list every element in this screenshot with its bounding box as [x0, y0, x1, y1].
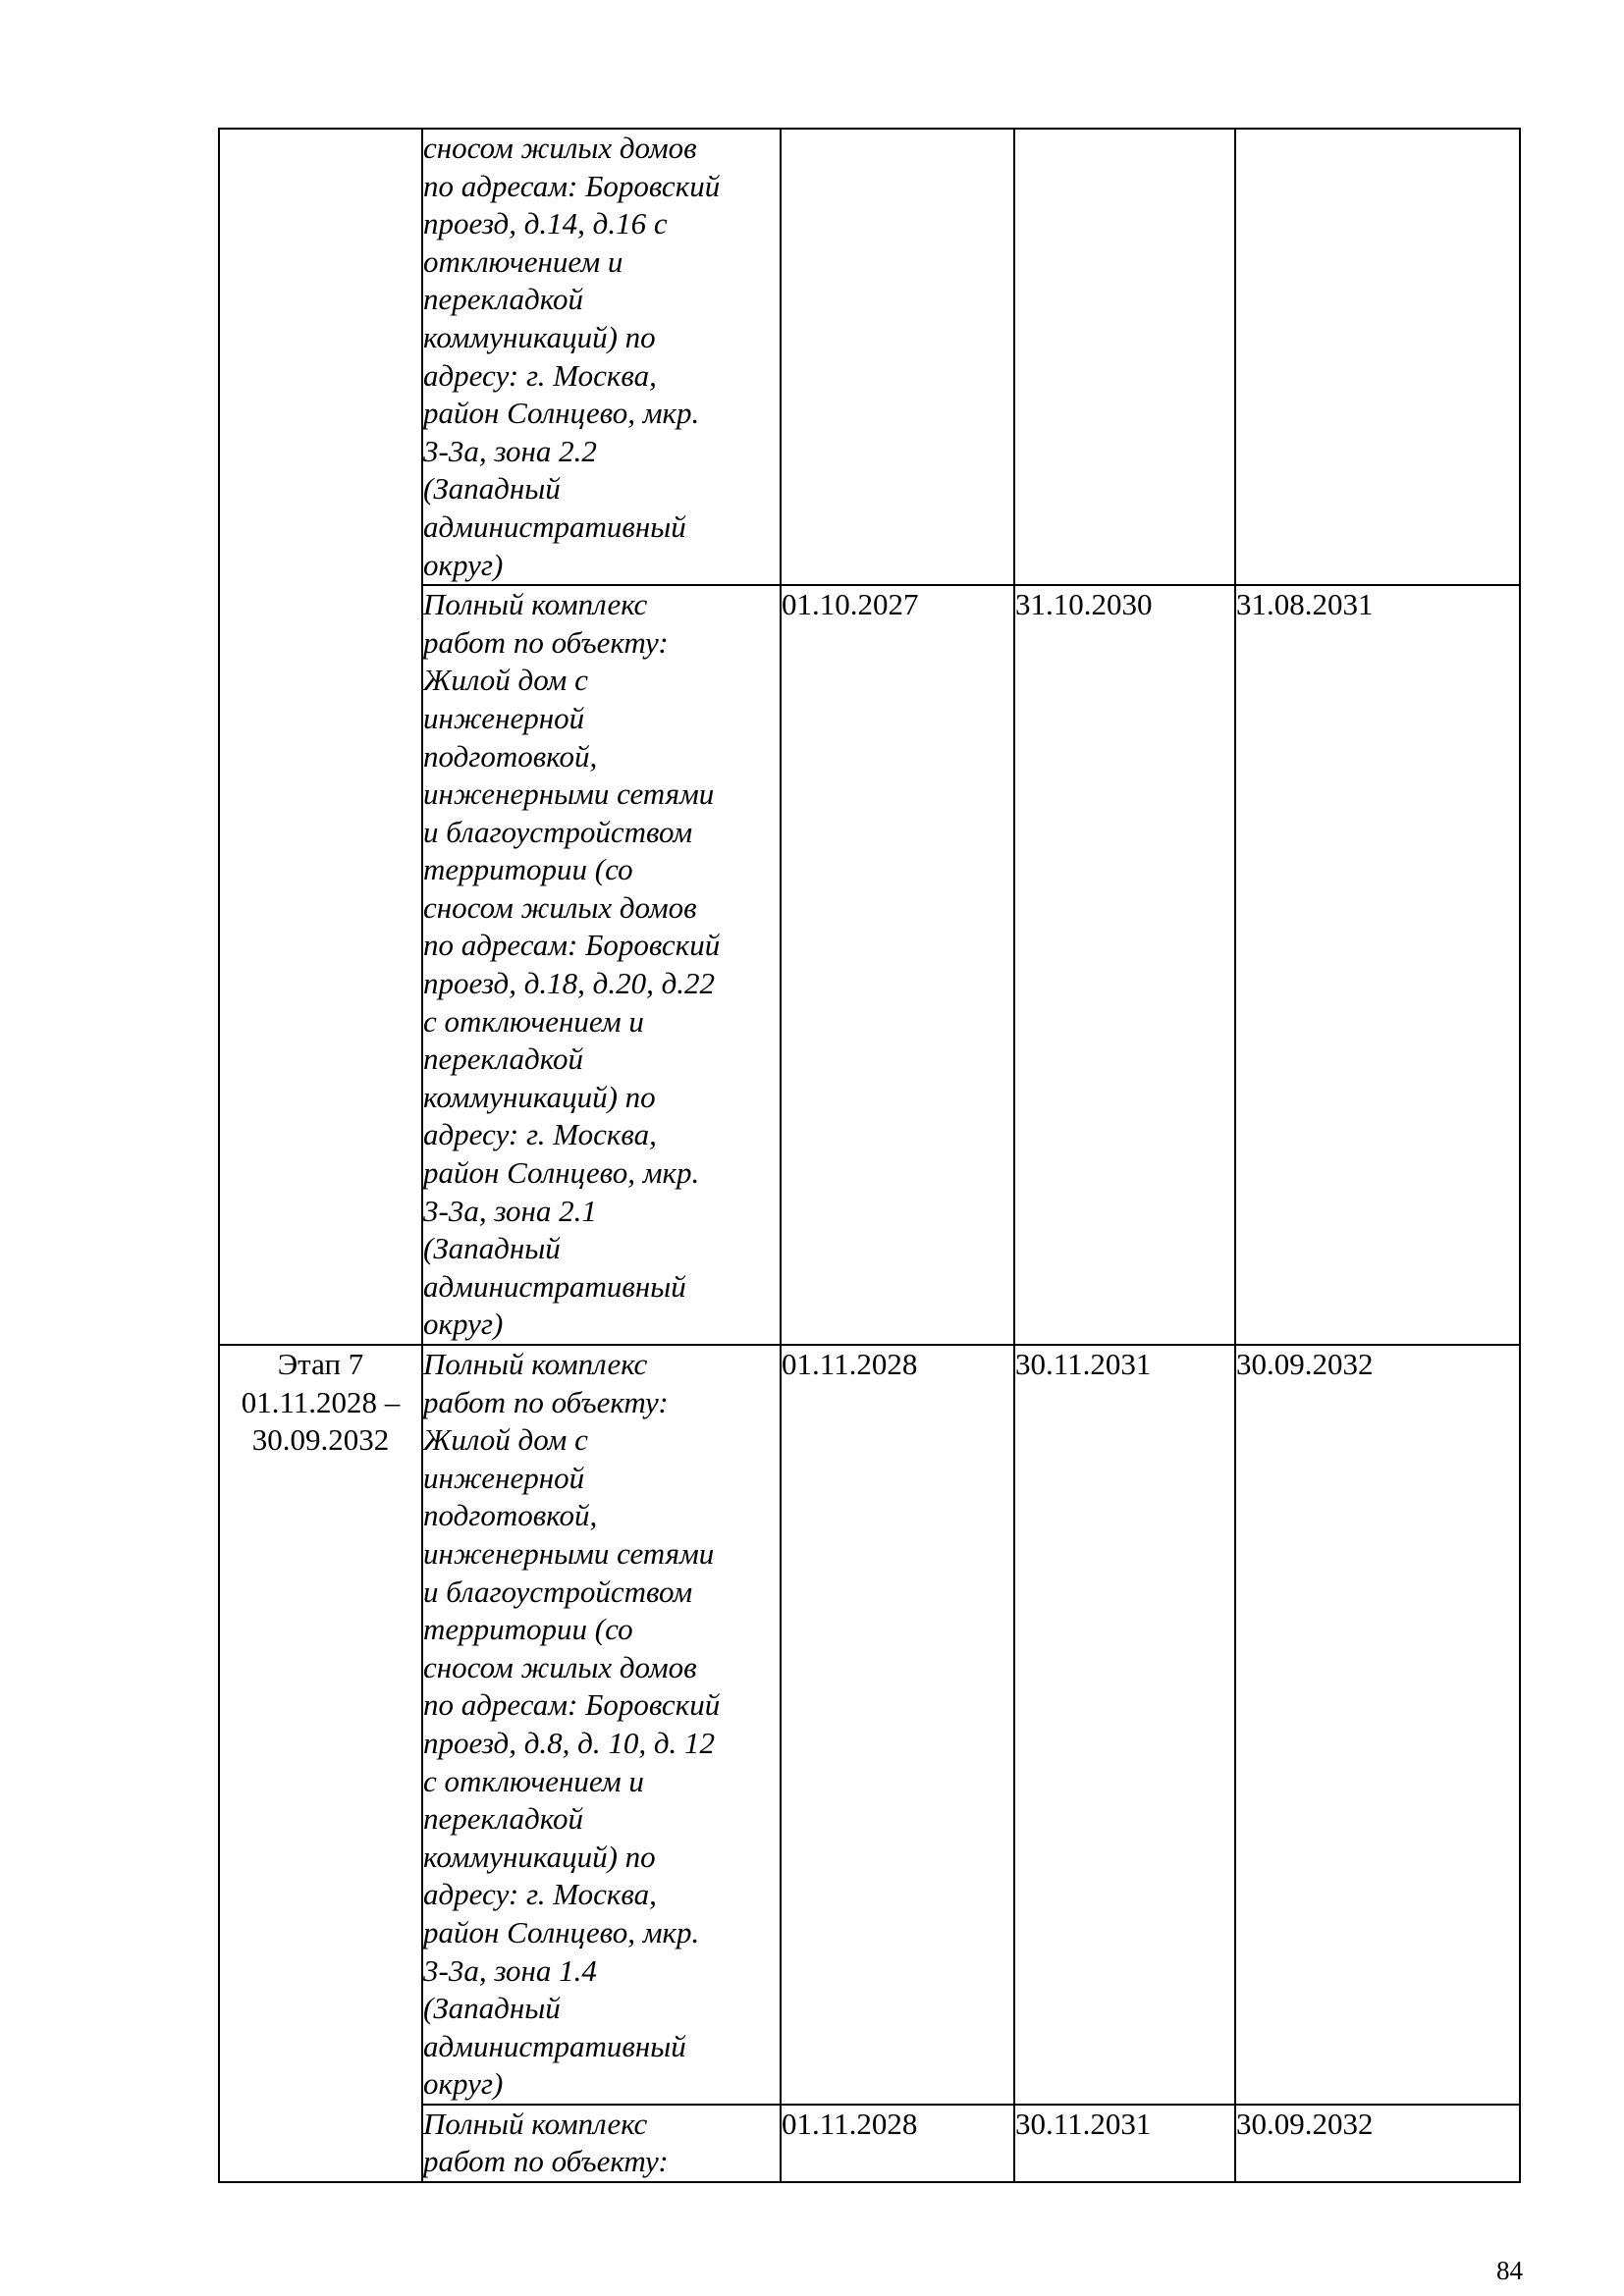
completion-date-cell: 30.09.2032: [1235, 2105, 1520, 2182]
description-line: по адресам: Боровский: [423, 928, 721, 963]
description-line: административный: [423, 1268, 686, 1304]
description-line: работ по объекту:: [423, 624, 669, 660]
description-line: работ по объекту:: [423, 1384, 669, 1419]
description-line: коммуникаций) по: [423, 1839, 656, 1874]
description-line: территории (со: [423, 852, 633, 887]
description-line: и благоустройством: [423, 1574, 693, 1609]
description-line: инженерными сетями: [423, 776, 715, 812]
description-line: территории (со: [423, 1612, 633, 1647]
description-line: работ по объекту:: [423, 2144, 669, 2179]
stage-end-date: 30.09.2032: [251, 1422, 390, 1458]
description-line: район Солнцево, мкр.: [423, 1914, 700, 1949]
work-description-cell: [422, 585, 781, 1345]
description-line: адресу: г. Москва,: [423, 1877, 657, 1912]
description-line: адресу: г. Москва,: [423, 357, 657, 393]
stage-start-date: 01.11.2028 –: [241, 1384, 401, 1419]
description-line: с отключением и: [423, 1003, 644, 1039]
description-line: Полный комплекс: [423, 2106, 648, 2141]
description-line: административный: [423, 2028, 686, 2063]
description-line: Жилой дом с: [423, 663, 588, 698]
description-line: отключением и: [423, 243, 623, 279]
start-date-cell: 01.11.2028: [781, 2105, 1014, 2182]
work-description-cell: [422, 1345, 781, 2105]
description-line: (Западный: [423, 1231, 561, 1266]
work-description-cell: [422, 129, 781, 585]
description-line: 3-3а, зона 2.1: [423, 1193, 597, 1228]
description-line: адресу: г. Москва,: [423, 1117, 657, 1152]
completion-date-cell: 31.08.2031: [1235, 585, 1520, 1345]
work-description-cell: [422, 2105, 781, 2182]
start-date-cell: 01.11.2028: [781, 1345, 1014, 2105]
description-line: подготовкой,: [423, 738, 598, 774]
description-line: (Западный: [423, 471, 561, 507]
description-line: Полный комплекс: [423, 587, 648, 622]
description-line: 3-3а, зона 2.2: [423, 433, 597, 468]
description-line: 3-3а, зона 1.4: [423, 1952, 597, 1988]
stage-cell: [219, 1345, 422, 2182]
description-line: проезд, д.18, д.20, д.22: [423, 966, 716, 1001]
page-number: 84: [1496, 2256, 1523, 2285]
description-line: перекладкой: [423, 282, 584, 317]
end-date-cell: 30.11.2031: [1014, 2105, 1235, 2182]
description-line: район Солнцево, мкр.: [423, 396, 700, 431]
description-line: сносом жилых домов: [423, 889, 697, 925]
description-line: с отключением и: [423, 1763, 644, 1798]
end-date-cell: 30.11.2031: [1014, 1345, 1235, 2105]
table-row: [219, 1345, 1520, 2105]
description-line: и благоустройством: [423, 814, 693, 849]
description-line: коммуникаций) по: [423, 1079, 656, 1114]
completion-date-cell: [1235, 129, 1520, 585]
description-line: перекладкой: [423, 1041, 584, 1077]
description-line: Полный комплекс: [423, 1347, 648, 1381]
description-line: округ): [423, 1307, 504, 1342]
table-row: [219, 129, 1520, 585]
description-line: сносом жилых домов: [423, 1649, 697, 1684]
description-line: проезд, д.8, д. 10, д. 12: [423, 1725, 716, 1760]
description-line: инженерной: [423, 700, 585, 735]
description-line: по адресам: Боровский: [423, 168, 721, 203]
end-date-cell: [1014, 129, 1235, 585]
start-date-cell: 01.10.2027: [781, 585, 1014, 1345]
description-line: подготовкой,: [423, 1498, 598, 1533]
start-date-cell: [781, 129, 1014, 585]
completion-date-cell: 30.09.2032: [1235, 1345, 1520, 2105]
description-line: инженерными сетями: [423, 1535, 715, 1571]
end-date-cell: 31.10.2030: [1014, 585, 1235, 1345]
description-line: перекладкой: [423, 1801, 584, 1837]
description-line: проезд, д.14, д.16 с: [423, 206, 668, 241]
description-line: по адресам: Боровский: [423, 1687, 721, 1723]
description-line: Жилой дом с: [423, 1422, 588, 1458]
description-line: округ): [423, 2066, 504, 2102]
description-line: коммуникаций) по: [423, 319, 656, 354]
description-line: сносом жилых домов: [423, 131, 697, 165]
description-line: административный: [423, 508, 686, 544]
description-line: район Солнцево, мкр.: [423, 1155, 700, 1191]
stage-cell: [219, 129, 422, 1345]
stage-label: Этап 7: [277, 1347, 364, 1381]
description-line: округ): [423, 547, 504, 582]
schedule-table: [218, 128, 1521, 2183]
description-line: инженерной: [423, 1460, 585, 1495]
description-line: (Западный: [423, 1991, 561, 2026]
